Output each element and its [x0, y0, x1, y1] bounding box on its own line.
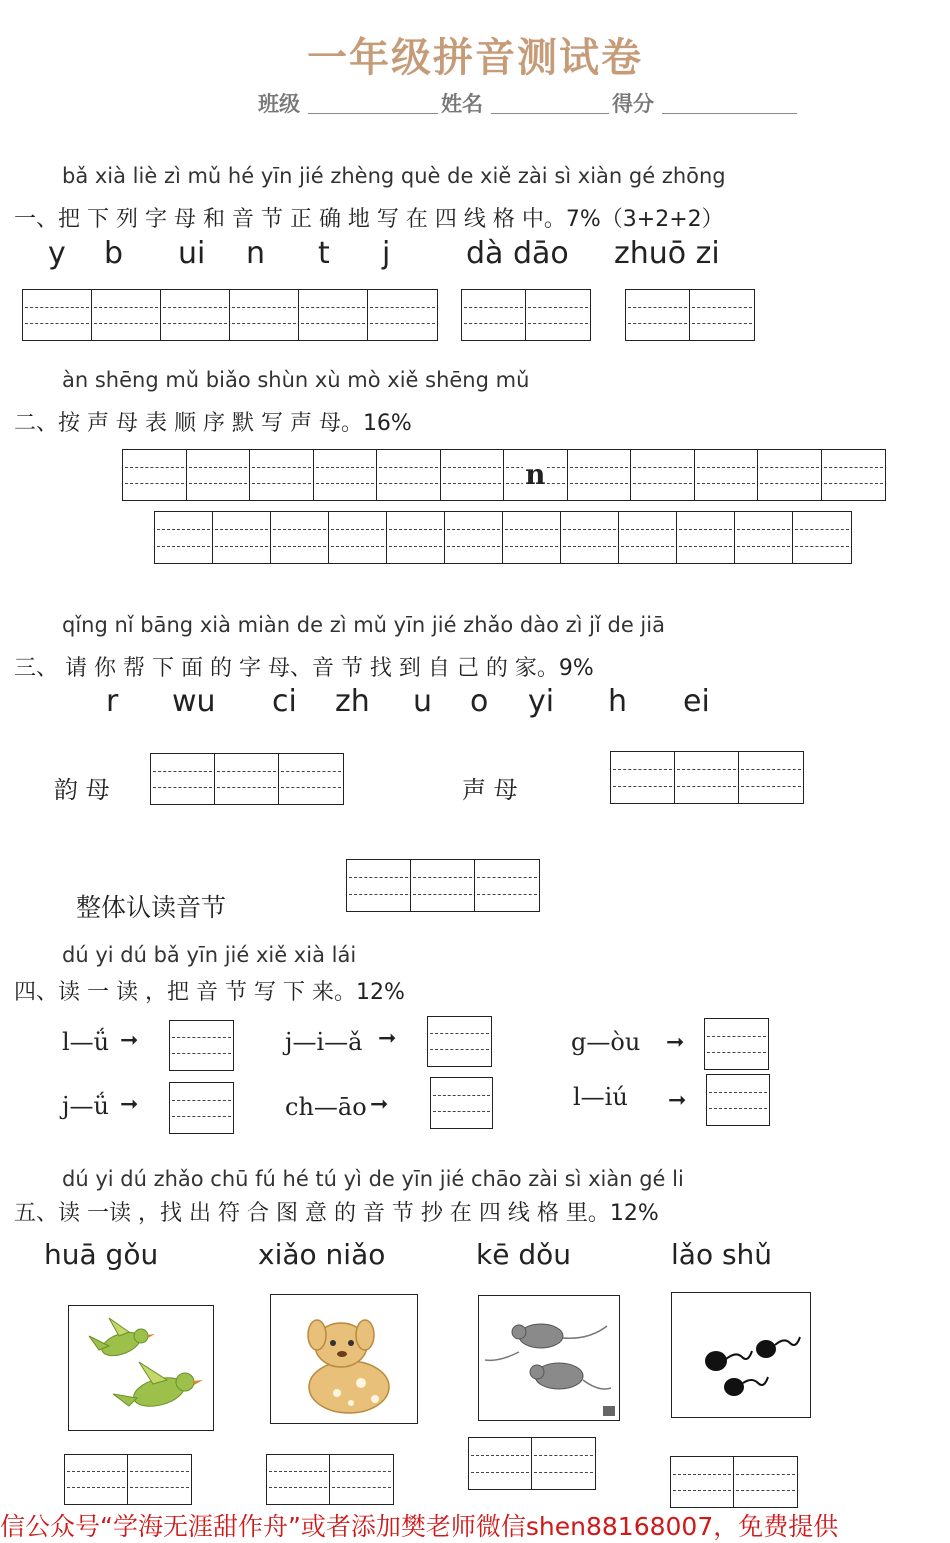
- s4-item: g—òu: [571, 1028, 641, 1056]
- s5-pinyin: dú yi dú zhǎo chū fú hé tú yì de yīn jié chāo zài sì xiàn gé li: [62, 1167, 684, 1191]
- s3-yunmu-grid[interactable]: [150, 753, 344, 805]
- s3-item: o: [470, 684, 489, 719]
- dog-picture: [270, 1294, 418, 1424]
- tadpoles-picture: [671, 1292, 811, 1418]
- s2-writing-grid-row2[interactable]: [154, 511, 852, 564]
- s4-answer-box[interactable]: [169, 1020, 234, 1071]
- s3-item: u: [413, 684, 433, 719]
- name-blank[interactable]: [491, 113, 609, 114]
- s1-question: 一、把 下 列 字 母 和 音 节 正 确 地 写 在 四 线 格 中。7%（3+2+2）: [14, 207, 724, 232]
- s3-pinyin: qǐng nǐ bāng xià miàn de zì mǔ yīn jié zhǎo dào zì jǐ de jiā: [62, 613, 665, 637]
- s5-word: lǎo shǔ: [671, 1238, 773, 1271]
- s4-item: j—i—ǎ: [285, 1028, 363, 1056]
- s3-question: 三、 请 你 帮 下 面 的 字 母、音 节 找 到 自 己 的 家。9%: [14, 656, 594, 681]
- s1-letter: b: [104, 236, 124, 271]
- s5-answer-grid-laoshu[interactable]: [670, 1456, 798, 1508]
- arrow-right-icon: ➞: [120, 1028, 139, 1053]
- s5-word: xiǎo niǎo: [258, 1238, 386, 1271]
- s4-item: ch—āo: [285, 1093, 367, 1121]
- s2-given-letter: n: [525, 458, 546, 491]
- s1-writing-grid-zhuozi[interactable]: [625, 289, 755, 341]
- s3-shengmu-grid[interactable]: [610, 751, 804, 804]
- s1-writing-grid-letters[interactable]: [22, 289, 438, 341]
- footer-promo-text: 信公众号“学海无涯甜作舟”或者添加樊老师微信shen88168007，免费提供: [0, 1512, 839, 1541]
- s3-item: wu: [172, 684, 216, 719]
- s4-answer-box[interactable]: [704, 1018, 769, 1070]
- s3-yunmu-label: 韵 母: [54, 776, 110, 804]
- s4-answer-box[interactable]: [427, 1016, 492, 1067]
- s4-item: l—iú: [573, 1083, 628, 1111]
- arrow-right-icon: ➞: [666, 1030, 685, 1055]
- s5-answer-grid-huagou[interactable]: [64, 1454, 192, 1505]
- s4-answer-box[interactable]: [169, 1082, 234, 1134]
- s4-item: j—ǘ: [62, 1092, 109, 1120]
- s1-writing-grid-dadao[interactable]: [461, 289, 591, 341]
- s3-item: r: [106, 684, 119, 719]
- s1-word: zhuō zi: [614, 236, 720, 271]
- s4-pinyin: dú yi dú bǎ yīn jié xiě xià lái: [62, 943, 357, 967]
- s2-writing-grid-row1[interactable]: [122, 449, 886, 501]
- arrow-right-icon: ➞: [120, 1092, 139, 1117]
- s3-item: ei: [683, 684, 710, 719]
- s5-word: kē dǒu: [476, 1238, 571, 1271]
- s3-item: yi: [528, 684, 555, 719]
- s5-question: 五、读 一读 ，找 出 符 合 图 意 的 音 节 抄 在 四 线 格 里。12%: [14, 1201, 659, 1226]
- score-blank[interactable]: [662, 113, 797, 114]
- s1-letter: j: [382, 236, 391, 271]
- mice-picture: [478, 1295, 620, 1421]
- s4-item: l—ǘ: [62, 1028, 110, 1056]
- class-label: 班级: [258, 91, 300, 116]
- arrow-right-icon: ➞: [378, 1026, 397, 1051]
- s3-shengmu-label: 声 母: [462, 776, 518, 804]
- s1-word: dà dāo: [466, 236, 569, 271]
- s2-pinyin: àn shēng mǔ biǎo shùn xù mò xiě shēng mǔ: [62, 368, 530, 392]
- birds-picture: [68, 1305, 214, 1431]
- s1-letter: t: [318, 236, 330, 271]
- s4-answer-box[interactable]: [430, 1077, 493, 1129]
- s1-pinyin: bǎ xià liè zì mǔ hé yīn jié zhèng què de xiě zài sì xiàn gé zhōng: [62, 164, 726, 188]
- s4-answer-box[interactable]: [706, 1074, 770, 1126]
- arrow-right-icon: ➞: [370, 1092, 389, 1117]
- s1-letter: ui: [178, 236, 206, 271]
- page-title: 一年级拼音测试卷: [307, 34, 643, 81]
- s5-word: huā gǒu: [44, 1238, 159, 1271]
- s5-answer-grid-kedou[interactable]: [468, 1437, 596, 1490]
- score-label: 得分: [612, 91, 654, 116]
- class-blank[interactable]: [308, 113, 438, 114]
- s4-question: 四、读 一 读 ，把 音 节 写 下 来。12%: [14, 980, 405, 1005]
- s1-letter: n: [246, 236, 266, 271]
- s3-item: ci: [272, 684, 297, 719]
- s3-item: zh: [335, 684, 370, 719]
- s1-letter: y: [48, 236, 66, 271]
- s3-item: h: [608, 684, 628, 719]
- name-label: 姓名: [441, 91, 483, 116]
- s3-zhengti-label: 整体认读音节: [76, 893, 227, 922]
- s3-zhengti-grid[interactable]: [346, 859, 540, 912]
- s2-question: 二、按 声 母 表 顺 序 默 写 声 母。16%: [14, 411, 412, 436]
- s5-answer-grid-xiaoniao[interactable]: [266, 1454, 394, 1505]
- arrow-right-icon: ➞: [668, 1088, 687, 1113]
